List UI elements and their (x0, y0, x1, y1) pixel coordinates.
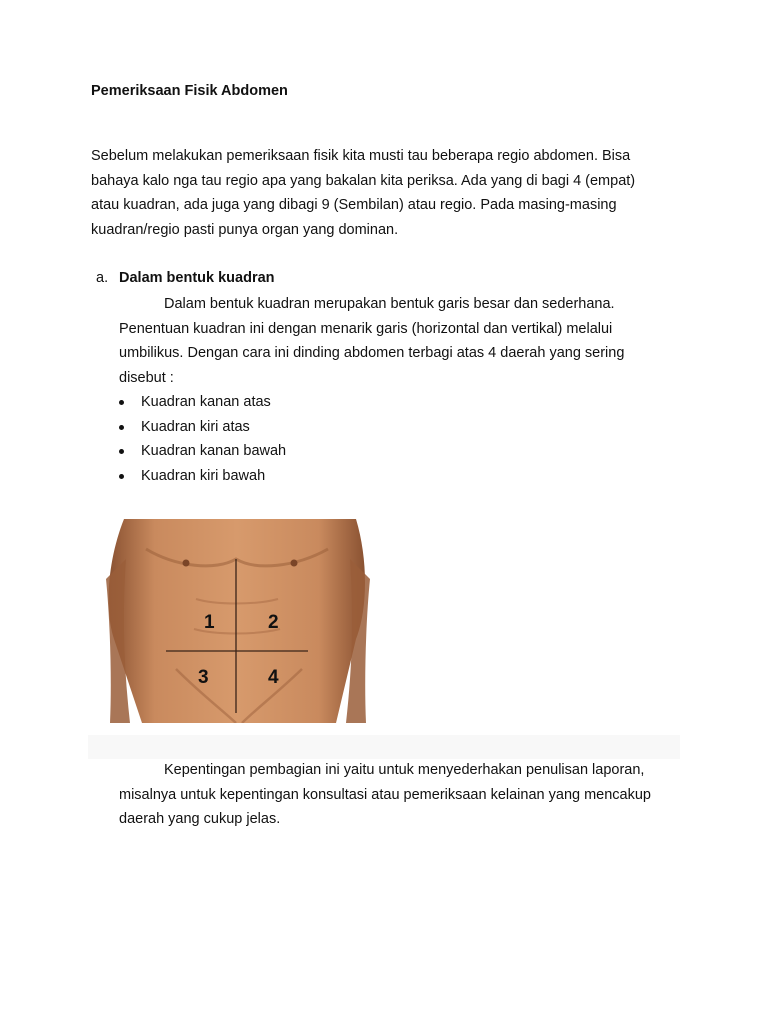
quadrant-list (119, 390, 286, 489)
abdomen-quadrant-figure (106, 519, 370, 723)
right-nipple (291, 560, 298, 567)
closing-paragraph (119, 758, 709, 832)
list-item (119, 439, 286, 464)
quadrant-label-1: 1 (204, 612, 215, 633)
quadrant-label-3: 3 (198, 667, 209, 688)
list-item-label: Kuadran kiri atas (141, 418, 250, 435)
bullet-icon (119, 400, 124, 405)
list-item (119, 464, 286, 489)
closing-line: misalnya untuk kepentingan konsultasi atau pemeriksaan kelainan yang mencakup (119, 786, 651, 803)
document-title: Pemeriksaan Fisik Abdomen (91, 83, 288, 99)
section-a-line: Penentuan kuadran ini dengan menarik garis (horizontal dan vertikal) melalui (119, 320, 613, 337)
intro-paragraph (91, 144, 691, 243)
list-item-label: Kuadran kanan atas (141, 394, 271, 410)
list-item (119, 390, 286, 415)
section-a-line: umbilikus. Dengan cara ini dinding abdomen terbagi atas 4 daerah yang sering (119, 345, 625, 362)
list-item-label: Kuadran kiri bawah (141, 468, 266, 485)
list-item-label: Kuadran kanan bawah (141, 443, 287, 460)
closing-line: daerah yang cukup jelas. (119, 811, 281, 828)
section-a-heading: Dalam bentuk kuadran (119, 270, 275, 286)
section-a-marker: a. (96, 270, 109, 286)
closing-line: Kepentingan pembagian ini yaitu untuk menyederhakan penulisan laporan, (164, 762, 645, 778)
bullet-icon (119, 425, 124, 430)
intro-line: bahaya kalo nga tau regio apa yang bakalan kita periksa. Ada yang di bagi 4 (empat) (91, 172, 636, 189)
bullet-icon (119, 449, 124, 454)
figure-background-strip (88, 735, 680, 759)
bullet-icon (119, 474, 124, 479)
intro-line: kuadran/regio pasti punya organ yang dominan. (91, 222, 399, 239)
quadrant-label-4: 4 (268, 667, 279, 688)
list-item (119, 415, 286, 440)
left-nipple (183, 560, 190, 567)
quadrant-label-2: 2 (268, 612, 279, 633)
section-a-paragraph (119, 292, 699, 391)
intro-line: atau kuadran, ada juga yang dibagi 9 (Sembilan) atau regio. Pada masing-masing (91, 197, 617, 214)
section-a-line: Dalam bentuk kuadran merupakan bentuk garis besar dan sederhana. (164, 296, 615, 312)
intro-line: Sebelum melakukan pemeriksaan fisik kita musti tau beberapa regio abdomen. Bisa (91, 148, 631, 164)
section-a-line: disebut : (119, 370, 174, 387)
